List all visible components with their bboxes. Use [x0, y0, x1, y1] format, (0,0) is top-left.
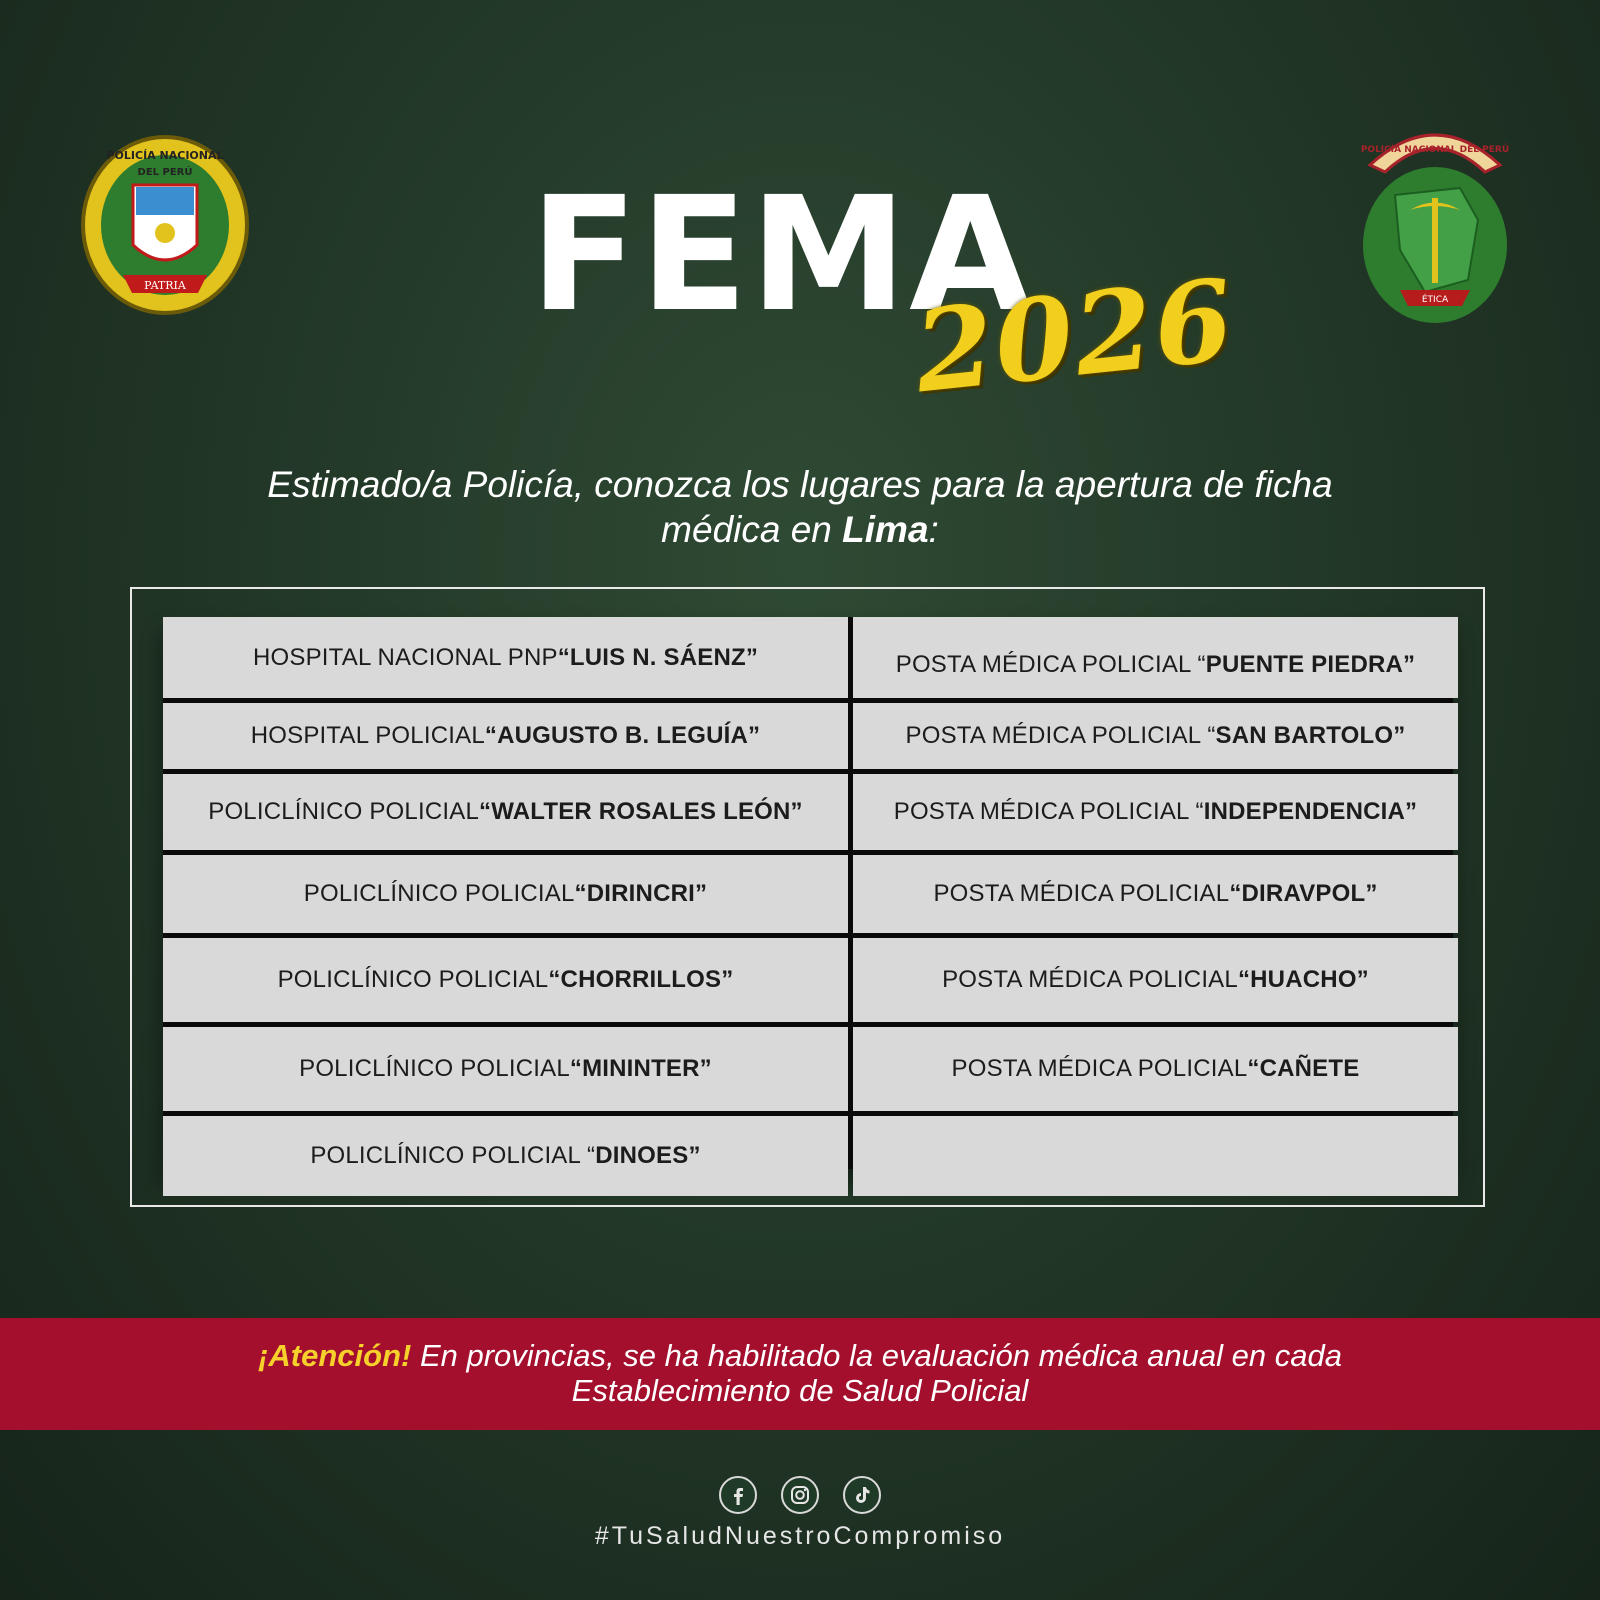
location-type: POSTA MÉDICA POLICIAL	[942, 966, 1238, 993]
location-cell	[163, 774, 848, 850]
title-year: 2026	[908, 254, 1241, 419]
banner-text: En provincias, se ha habilitado la evaluación médica anual en cada	[411, 1338, 1342, 1373]
location-name: “CAÑETE	[1247, 1055, 1360, 1082]
location-name: DINOES”	[595, 1142, 701, 1169]
location-type: POLICLÍNICO POLICIAL	[208, 798, 479, 825]
location-cell	[163, 855, 848, 933]
location-type: POSTA MÉDICA POLICIAL “	[893, 798, 1204, 825]
police-crest-icon	[78, 125, 253, 325]
location-cell	[163, 1116, 848, 1196]
location-cell	[853, 774, 1458, 850]
location-cell	[163, 1027, 848, 1111]
location-name: SAN BARTOLO”	[1215, 722, 1406, 749]
social-links	[0, 1476, 1600, 1516]
intro-prefix: médica en	[661, 509, 843, 550]
locations-table	[163, 617, 1453, 1169]
location-type: POSTA MÉDICA POLICIAL “	[895, 650, 1206, 678]
location-type: POSTA MÉDICA POLICIAL	[951, 1055, 1248, 1082]
location-cell	[163, 938, 848, 1022]
location-name: “HUACHO”	[1237, 966, 1369, 993]
empty-cell	[853, 1116, 1458, 1196]
svg-text:PATRIA: PATRIA	[144, 279, 186, 292]
instagram-icon[interactable]	[781, 1476, 819, 1514]
location-name: “CHORRILLOS”	[548, 966, 734, 993]
location-cell	[853, 617, 1458, 698]
location-name: “LUIS N. SÁENZ”	[557, 643, 759, 671]
banner-line-2: Establecimiento de Salud Policial	[571, 1373, 1029, 1408]
intro-line-2	[160, 507, 1440, 552]
intro-suffix: :	[928, 509, 939, 550]
location-cell	[853, 1027, 1458, 1111]
location-cell	[853, 938, 1458, 1022]
hashtag: #TuSaludNuestroCompromiso	[594, 1522, 1006, 1550]
location-type: POSTA MÉDICA POLICIAL	[933, 880, 1230, 907]
location-cell	[853, 703, 1458, 769]
intro-city: Lima	[842, 509, 929, 550]
location-name: “AUGUSTO B. LEGUÍA”	[484, 722, 761, 749]
intro-text	[160, 462, 1440, 552]
banner-line-1	[0, 1338, 1600, 1373]
location-name: INDEPENDENCIA”	[1203, 798, 1418, 825]
tiktok-icon[interactable]	[843, 1476, 881, 1514]
location-type: POLICLÍNICO POLICIAL	[303, 880, 575, 907]
facebook-icon[interactable]	[719, 1476, 757, 1514]
attention-banner	[0, 1318, 1600, 1430]
svg-text:ÉTICA: ÉTICA	[1421, 295, 1449, 305]
location-type: POLICLÍNICO POLICIAL “	[310, 1142, 596, 1169]
location-type: HOSPITAL NACIONAL PNP	[252, 643, 558, 671]
location-name: “MININTER”	[569, 1055, 712, 1082]
title-main: FEMA	[530, 163, 1034, 347]
location-type: POLICLÍNICO POLICIAL	[299, 1055, 570, 1082]
location-name: “DIRINCRI”	[574, 880, 708, 907]
location-name: “WALTER ROSALES LEÓN”	[479, 798, 803, 825]
location-type: POLICLÍNICO POLICIAL	[277, 966, 549, 993]
intro-line-1: Estimado/a Policía, conozca los lugares para la apertura de ficha	[267, 464, 1333, 505]
location-cell	[853, 855, 1458, 933]
svg-text:POLICÍA NACIONAL: POLICÍA NACIONAL	[106, 149, 224, 162]
svg-text:POLICÍA NACIONAL DEL PERÚ: POLICÍA NACIONAL DEL PERÚ	[1360, 145, 1510, 155]
location-name: “DIRAVPOL”	[1229, 880, 1378, 907]
svg-text:DEL PERÚ: DEL PERÚ	[137, 167, 193, 178]
location-type: POSTA MÉDICA POLICIAL “	[905, 722, 1216, 749]
banner-warning: ¡Atención!	[258, 1338, 412, 1373]
location-type: HOSPITAL POLICIAL	[250, 722, 485, 749]
location-cell	[163, 703, 848, 769]
location-name: PUENTE PIEDRA”	[1205, 650, 1416, 678]
health-directorate-crest-icon	[1350, 110, 1520, 335]
location-cell	[163, 617, 848, 698]
